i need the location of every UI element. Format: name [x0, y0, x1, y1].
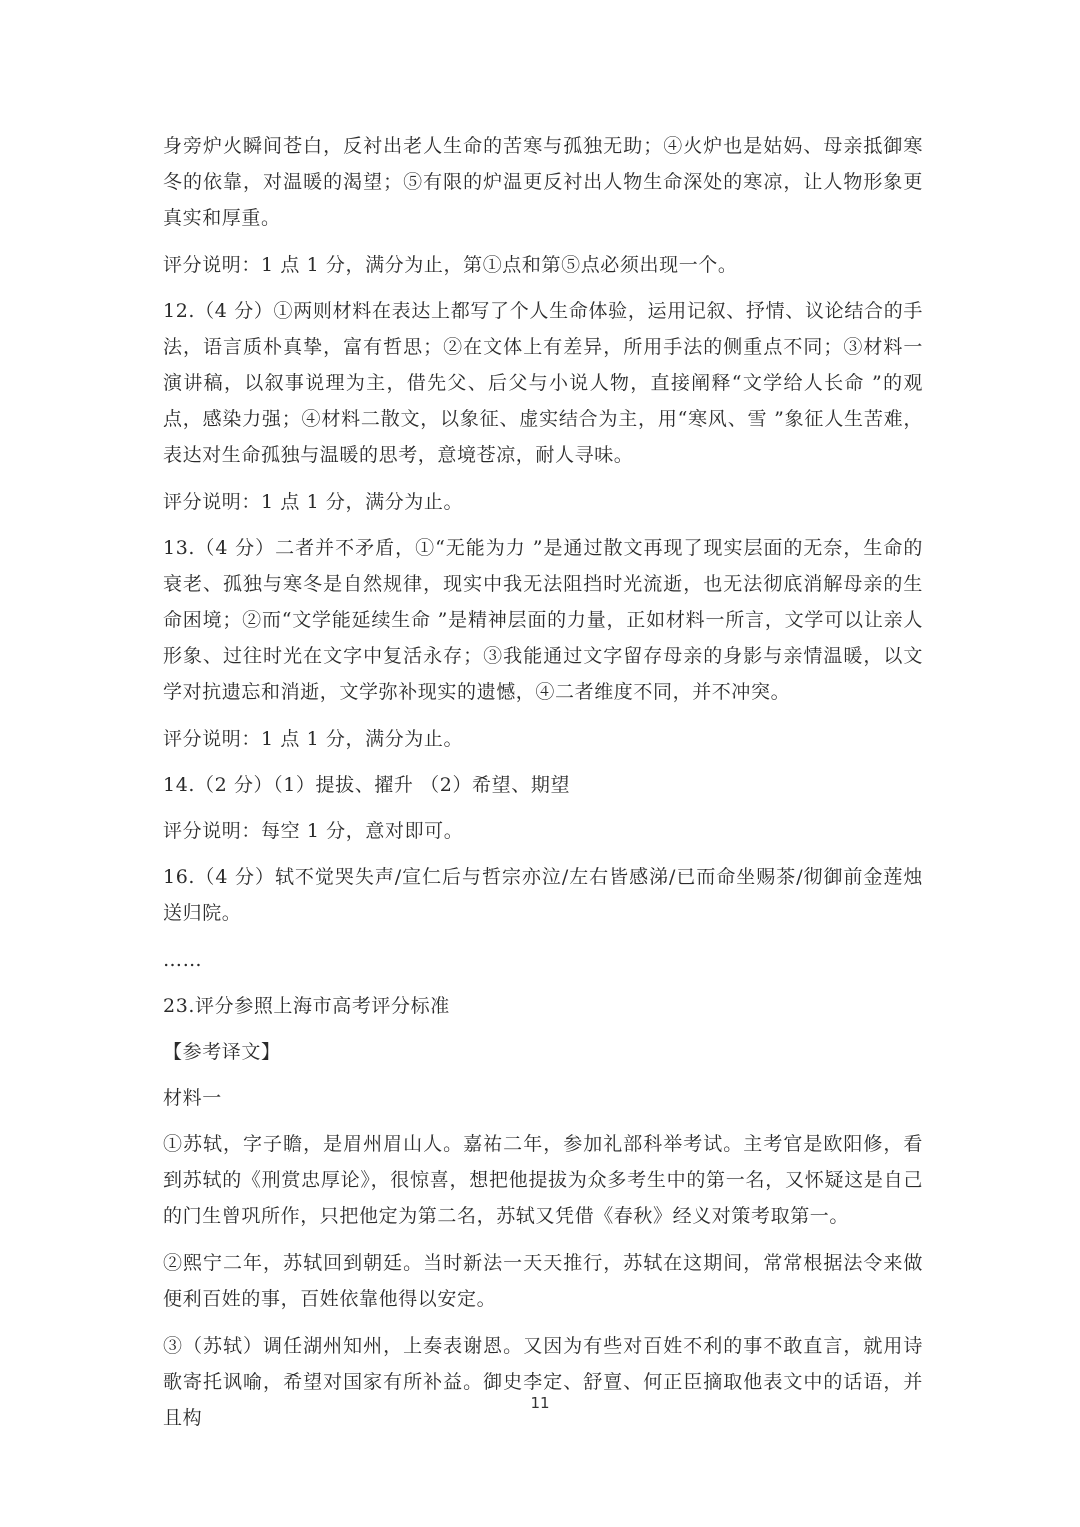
section-heading-reference-translation: 【参考译文】	[163, 1041, 281, 1063]
answer-13: 13.（4 分）二者并不矛盾，①“无能为力 ”是通过散文再现了现实层面的无奈，生命的衰老、孤独与寒冬是自然规律，现实中我无法阻挡时光流逝，也无法彻底消解母亲的生命困境；②而“文学能延续生命 ”是精神层面的力量，正如材料一所言，文学可以让亲人形象、过往时光在文字中复活永存；③我能通过文字留存母亲的身影与亲情温暖，以文学对抗遗忘和消逝，文学弥补现实的遗憾，④二者维度不同，并不冲突。	[163, 537, 923, 703]
scoring-note: 评分说明：1 点 1 分，满分为止。	[163, 491, 464, 513]
answer-paragraph-continuation: 身旁炉火瞬间苍白，反衬出老人生命的苦寒与孤独无助；④火炉也是姑妈、母亲抵御寒冬的依靠，对温暖的渴望；⑤有限的炉温更反衬出人物生命深处的寒凉，让人物形象更真实和厚重。	[163, 135, 923, 229]
scoring-note: 评分说明：1 点 1 分，满分为止。	[163, 728, 464, 750]
material-heading: 材料一	[163, 1087, 222, 1109]
scoring-note: 评分说明：每空 1 分，意对即可。	[163, 820, 464, 842]
answer-14: 14.（2 分）（1）提拔、擢升 （2）希望、期望	[163, 774, 571, 796]
answer-23: 23.评分参照上海市高考评分标准	[163, 995, 450, 1017]
answer-12: 12.（4 分）①两则材料在表达上都写了个人生命体验，运用记叙、抒情、议论结合的手法，语言质朴真挚，富有哲思；②在文体上有差异，所用手法的侧重点不同；③材料一演讲稿，以叙事说理为主，借先父、后父与小说人物，直接阐释“文学给人长命 ”的观点，感染力强；④材料二散文，以象征、虚实结合为主，用“寒风、雪 ”象征人生苦难，表达对生命孤独与温暖的思考，意境苍凉，耐人寻味。	[163, 300, 923, 466]
document-body	[163, 128, 923, 1447]
scoring-note: 评分说明：1 点 1 分，满分为止，第①点和第⑤点必须出现一个。	[163, 254, 738, 276]
translation-paragraph-2: ②熙宁二年，苏轼回到朝廷。当时新法一天天推行，苏轼在这期间，常常根据法令来做便利百姓的事，百姓依靠他得以安定。	[163, 1252, 923, 1310]
translation-paragraph-1: ①苏轼，字子瞻，是眉州眉山人。嘉祐二年，参加礼部科举考试。主考官是欧阳修，看到苏轼的《刑赏忠厚论》，很惊喜，想把他提拔为众多考生中的第一名，又怀疑这是自己的门生曾巩所作，只把他定为第二名，苏轼又凭借《春秋》经义对策考取第一。	[163, 1133, 923, 1227]
answer-16: 16.（4 分）轼不觉哭失声/宣仁后与哲宗亦泣/左右皆感涕/已而命坐赐茶/彻御前金莲烛送归院。	[163, 866, 923, 924]
page-number: 11	[530, 1394, 550, 1412]
translation-paragraph-3: ③（苏轼）调任湖州知州，上奏表谢恩。又因为有些对百姓不利的事不敢直言，就用诗歌寄托讽喻，希望对国家有所补益。御史李定、舒亶、何正臣摘取他表文中的话语，并且构	[163, 1335, 923, 1429]
ellipsis: ……	[163, 949, 203, 971]
